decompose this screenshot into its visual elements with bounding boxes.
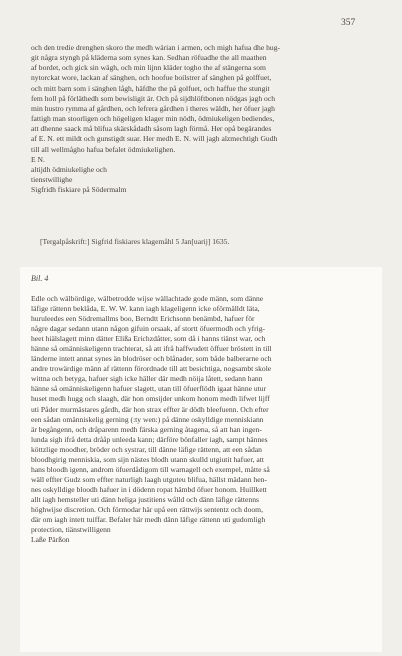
text-line: nytorckat wore, lackan af sänghen, och hoofue boilstrer af sänghen på golffuet, xyxy=(31,73,272,83)
letter-top xyxy=(31,43,376,195)
text-line: heet hiälslagett minn dätter Elißa Erichzdåtter, som då i hanns tiänst war, och xyxy=(31,334,266,344)
text-line: andre trowärdige männ af rättenn förordnade till att besichtiga, nogsambt skole xyxy=(31,364,272,374)
text-line: huset medh hugg och slaagh, där hon omsijder unkom honom medh lifwet lijff xyxy=(31,394,270,404)
text-line: huruleedes een Södremallms boo, Berndtt Erichsonn benämbd, hafuer för xyxy=(31,314,255,324)
archive-note: [Tergalpåskrift:] Sigfrid fiskiares klagemåhl 5 Jan[uarij] 1635. xyxy=(40,237,230,246)
text-line: hänne så omänniskeligenn trachterat, så att ifrå haffwudett öffuer bröstett in till xyxy=(31,344,272,354)
text-line: till all wellmågho hafua befalet ödmiukelighen. xyxy=(31,144,176,154)
text-line: een sådan omänniskelig gerning (:ty wen:) på dänne oskylldige menniskiann xyxy=(31,414,264,424)
text-line: fem holl på förläthedh som bewisligit är. Och på sijdhlöftbonen nödgas jagh och xyxy=(31,93,276,103)
text-line: köttzlige moodher, bröder och systrar, till dänne läfige rättenn, att een sådan xyxy=(31,444,262,454)
text-line: hans bloodh igenn, androm öfuerdådigom till warnagell och exempel, måtte så xyxy=(31,464,270,474)
signature-line: E N. xyxy=(31,154,45,164)
text-line: protection, tiänstwilligenn xyxy=(31,525,111,535)
signature-line: Sigfridh fiskiare på Södermalm xyxy=(31,185,127,194)
signature-line: tienstwillighe xyxy=(31,174,73,184)
text-line: fattigh man stoorligen och högeligen klager min nödh, ödmiukeligen bediendes, xyxy=(31,114,275,124)
text-line: af bordet, och gick sin wägh, och min lijnn kläder togho the af stängerna som xyxy=(31,63,266,73)
text-line: bloodhgirig menniskia, som sijn nästes blodh utann skulld utgiutit hafuer, att xyxy=(31,454,264,464)
letter-bottom-body xyxy=(31,294,376,535)
text-line: git några styngh på kläderna som synes kan. Sedhan röfuadhe the all maathen xyxy=(31,53,267,63)
text-line: Edle och wälbördige, wälbetrodde wijse wällachtade gode männ, som dänne xyxy=(31,294,264,303)
text-line: hänne så omänniskeligenn hafuer slagett, utan till öfuerflödh igaat hänne utur xyxy=(31,384,267,394)
page-number: 357 xyxy=(341,18,356,28)
text-line: nes oskylldige bloodh hafuer in i dödenn ropat hämbd öfuer honom. Huillkett xyxy=(31,484,267,494)
text-line: wäll effter Gudz som effter naturligh laagh utguteu blifua, hällst mädann hen- xyxy=(31,474,267,484)
text-line: höghwijse discretion. Och förmodar här upå een rättwijs sententz och doom, xyxy=(31,504,263,514)
text-line: länderne intett annat synes än blodröser och blånader, som både balberarne och xyxy=(31,354,272,364)
text-line: är begångenn, och dråparenn medh färska gerning åtagena, så att han ingen- xyxy=(31,424,262,434)
text-line: att dhenne saack må blifua skärskådadh såsom lagh förmå. Her opå begärandes xyxy=(31,124,272,134)
letter-bottom-signature: Laße Pärßon xyxy=(31,535,70,545)
text-line: allt iagh hemsteller uti dänn heliga justitiens wålld och dänn läfige rättenns xyxy=(31,494,259,504)
letter-top-body xyxy=(31,43,376,155)
letter-bottom xyxy=(31,294,376,545)
text-line: läfige rättenn beklåda, E. W. W. kann iagh klageligenn icke oförmälldt läta, xyxy=(31,304,260,314)
appendix-label: Bil. 4 xyxy=(31,274,49,283)
letter-top-signature xyxy=(31,155,376,195)
text-line: min hustro rymma af gårdhen, och lefrera gårdhen i theres wäldh, her öfuer jagh xyxy=(31,103,275,113)
text-line: där om iagh intett tuiffar. Befaler här medh dänn läfige rättenn uti gudomligh xyxy=(31,515,266,525)
text-line: af E. N. ett mildt och gunstigdt suar. Her medh E. N. will jagh alzmechtigh Gudh xyxy=(31,134,278,144)
text-line: wittna och betyga, hafuer sigh icke häller där medh nöija låtett, sedann hann xyxy=(31,374,263,384)
text-line: uti Påder murmästares gårdh, där hon strax effter är dödh bleefuenn. Och efter xyxy=(31,404,269,414)
signature-line: altijdh ödmiukelighe och xyxy=(31,164,107,174)
text-line: och mitt barn som i sänghen lågh, häfdhe the på golfuet, och haffue the stungit xyxy=(31,83,270,93)
text-line: någre dagar sedann utann någon gifuin orsaak, af stortt öfuermodh och yfrig- xyxy=(31,324,266,334)
text-line: lunda sigh ifrå detta drååp unleeda kann; därföre bönfaller iagh, sampt hännes xyxy=(31,434,268,444)
text-line: och den tredie drenghen skoro the medh wärian i armen, och migh hafua dhe hug- xyxy=(31,43,281,52)
